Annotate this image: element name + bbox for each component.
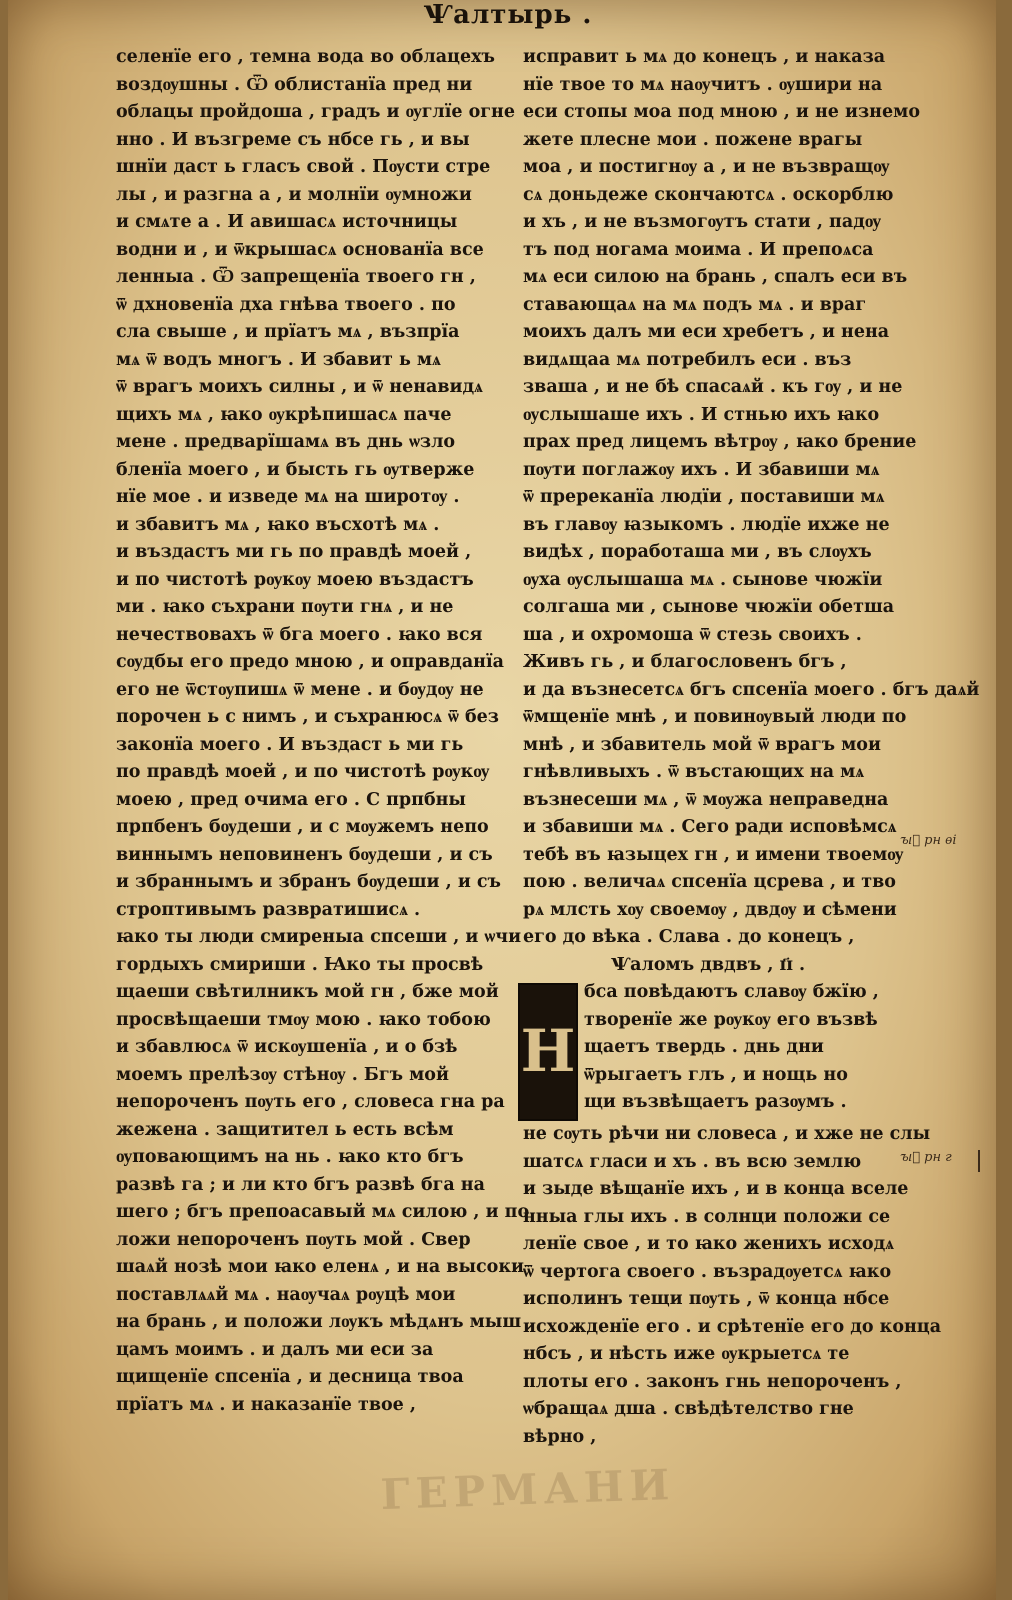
text-line: щаетъ твердь . днь дни [584,1037,824,1057]
text-line: мѧ еси силою на брань , спалъ еси въ [523,267,908,287]
text-line: мѧ ѿ водъ многъ . И збавит ь мѧ [116,349,441,370]
text-line: рѧ млсть хѹ своемѹ , двдѹ и сѣмени [523,899,897,920]
running-head-title: Ѱалтырь . [423,0,593,30]
text-line: солгаша ми , сынове чюжїи обетша [523,597,895,617]
text-line: прпбенъ бѹдеши , и с мѹжемъ непо [116,817,489,837]
text-line: щаеши свѣтилникъ мой гн , бже мой [116,982,499,1002]
text-line: строптивымъ развратишисѧ . [116,899,421,920]
text-line: нїе твое то мѧ наѹчитъ . ѹшири на [523,74,883,95]
text-line: ставающаѧ на мѧ подъ мѧ . и враг [523,294,867,315]
text-line: пою . величаѧ спсенїа цсрева , и тво [523,872,896,892]
ornamental-initial-letter: Н [518,983,578,1121]
text-line: и збавлюсѧ ѿ искѹшенїа , и о бзѣ [116,1037,458,1057]
text-line: ѿ врагъ моихъ силны , и ѿ ненавидѧ [116,377,483,397]
text-line: ѹповающимъ на нь . ꙗко кто бгъ [116,1147,464,1167]
text-line: моа , и постигнѹ а , и не възвращѹ [523,157,890,177]
text-line: ленныа . Ѿ запрещенїа твоего гн , [116,267,476,287]
manuscript-page [8,0,996,1600]
text-line: нно . И възгреме съ нбсе гь , и вы [116,129,470,150]
text-line: его не ѿстѹпишѧ ѿ мене . и бѹдѹ не [116,679,484,700]
text-line: развѣ га ; и ли кто бгъ развѣ бга на [116,1174,485,1195]
text-line: ми . ꙗко съхрани пѹти гнѧ , и не [116,597,454,617]
text-line: исхожденїе его . и срѣтенїе его до конца [523,1316,942,1337]
text-line: ложи непороченъ пѹть мой . Свер [116,1229,471,1250]
text-line: нныа глы ихъ . в солнци положи се [523,1206,891,1227]
text-line: ѿмщенїе мнѣ , и повинѹвый люди по [523,707,907,727]
text-line: щищенїе спсенїа , и десница твоа [116,1367,464,1387]
text-line: гнѣвливыхъ . ѿ въстающих на мѧ [523,762,865,782]
text-line: сѧ доньдеже скончаютсѧ . оскорблю [523,184,894,205]
text-line: възнесеши мѧ , ѿ мѹжа неправедна [523,789,889,810]
text-line: поставлѧѧй мѧ . наѹчаѧ рѹцѣ мои [116,1284,456,1305]
text-line: творенїе же рѹкѹ его възвѣ [584,1009,878,1030]
text-line: бленїа моего , и бысть гь ѹтверже [116,459,475,480]
text-line: и збавиши мѧ . Сего ради исповѣмсѧ [523,817,897,837]
text-line: исправит ь мѧ до конецъ , и наказа [523,47,886,67]
text-line: еси стопы моа под мною , и не изнемо [523,102,920,122]
text-line: ѿрыгаетъ глъ , и нощь но [584,1064,848,1085]
text-line: облацы пройдоша , градъ и ѹглїе огне [116,102,515,122]
text-line: порочен ь с нимъ , и съхранюсѧ ѿ без [116,707,499,727]
text-line: ленїе свое , и то ꙗко женихъ исходѧ [523,1234,895,1254]
text-line: Живъ гь , и благословенъ бгъ , [523,652,847,672]
text-line: просвѣщаеши тмѹ мою . ꙗко тобою [116,1009,491,1030]
text-line: видѣх , поработаша ми , въ слѹхъ [523,542,872,562]
text-line: шнїи даст ь гласъ свой . Пѹсти стре [116,157,491,177]
text-line: и въздастъ ми гь по правдѣ моей , [116,542,472,562]
text-line: сѹдбы его предо мною , и оправданїа [116,652,504,672]
text-line: и да възнесетсѧ бгъ спсенїа моего . бгъ даѧй [523,679,980,700]
text-line: пѹти поглажѹ ихъ . И збавиши мѧ [523,459,880,480]
text-line: воздѹшны . Ѿ облистанїа пред ни [116,74,473,95]
text-line: тъ под ногама моима . И препоѧса [523,239,874,260]
text-line: видѧщаа мѧ потребилъ еси . въз [523,349,852,370]
margin-bracket-mark [978,1150,980,1172]
text-line: по правдѣ моей , и по чистотѣ рѹкѹ [116,762,490,782]
text-line: плоты его . законъ гнь непороченъ , [523,1371,902,1392]
text-line: законїа моего . И въздаст ь ми гь [116,734,464,755]
text-line: нбсъ , и нѣсть иже ѹкрыетсѧ те [523,1344,850,1364]
text-line: непороченъ пѹть его , словеса гна ра [116,1092,505,1112]
text-line: его до вѣка . Слава . до конецъ , [523,927,855,947]
text-line: цамъ моимъ . и далъ ми еси за [116,1339,434,1360]
text-line: шего ; бгъ препоасавый мѧ силою , и по [116,1202,530,1222]
text-line: ѹха ѹслышаша мѧ . сынове чюжїи [523,569,883,590]
text-line: нїе мое . и изведе мѧ на широтѹ . [116,487,460,507]
text-line: моемъ прелѣзѹ стѣнѹ . Бгъ мой [116,1064,449,1085]
text-line: ꙗко ты люди смиреныа спсеши , и ѡчи [116,927,522,947]
text-line: виннымъ неповиненъ бѹдеши , и съ [116,844,493,865]
text-line: ѿ чертога своего . възрадѹетсѧ ꙗко [523,1261,892,1282]
text-line: и смѧте а . И авишасѧ источницы [116,212,458,232]
text-line: мнѣ , и збавитель мой ѿ врагъ мои [523,734,881,755]
text-line: ша , и охромоша ѿ стезь своихъ . [523,624,862,645]
text-line: зваша , и не бѣ спасаѧй . къ гѹ , и не [523,377,903,397]
text-line: и по чистотѣ рѹкѹ моею въздастъ [116,569,474,590]
text-line: и збавитъ мѧ , ꙗко въсхотѣ мѧ . [116,514,440,535]
text-line: въ главѹ ꙗзыкомъ . людїе ихже не [523,514,890,535]
text-line: и збраннымъ и збранъ бѹдеши , и съ [116,872,501,892]
text-line: ѡбращаѧ дша . свѣдѣтелство гне [523,1399,854,1419]
text-line: водни и , и ѿкрышасѧ основанїа все [116,239,484,260]
faded-stamp: ГЕРМАНИ [379,1459,676,1520]
text-line: мене . предварїшамѧ въ днь ѡзло [116,432,456,452]
text-line: бса повѣдаютъ славѹ бжїю , [584,982,879,1002]
text-line: жете плесне мои . пожене врагы [523,129,863,150]
text-line: вѣрно , [523,1426,597,1447]
text-line: исполинъ тещи пѹть , ѿ конца нбсе [523,1289,890,1309]
text-line: ѹслышаше ихъ . И стнью ихъ ꙗко [523,404,880,425]
margin-note-lower: ꙑ҃ рн г [900,1150,952,1165]
left-text-column [116,44,530,1419]
text-line: шаѧй нозѣ мои ꙗко еленѧ , и на высоки [116,1257,524,1277]
text-line: и зыде вѣщанїе ихъ , и в конца вселе [523,1179,909,1199]
text-line: нечествовахъ ѿ бга моего . ꙗко вся [116,624,483,645]
text-line: прах пред лицемъ вѣтрѹ , ꙗко брение [523,432,917,452]
illuminated-initial-block [520,979,893,1121]
text-line: селенїе его , темна вода во облацехъ [116,47,495,67]
psalm-title: Ѱаломъ двдвъ , ɪ҃ɪ . [610,954,806,975]
text-line: моихъ далъ ми еси хребетъ , и нена [523,322,890,342]
text-line: тебѣ въ ꙗзыцех гн , и имени твоемѹ [523,844,904,865]
text-line: моею , пред очима его . С прпбны [116,789,466,810]
text-line: прїатъ мѧ . и наказанїе твое , [116,1394,417,1415]
margin-note-upper: ꙑ҃ рн ѳі [900,833,957,848]
text-line: ѿ дхновенїа дха гнѣва твоего . по [116,294,456,315]
text-line: не сѹть рѣчи ни словеса , и хже не слы [523,1124,931,1144]
text-line: шатсѧ гласи и хъ . въ всю землю [523,1151,862,1172]
text-line: щи възвѣщаетъ разѹмъ . [584,1092,847,1112]
text-line: сла свыше , и прїатъ мѧ , възпрїа [116,322,460,342]
text-line: щихъ мѧ , ꙗко ѹкрѣпишасѧ паче [116,404,452,425]
text-line: на брань , и положи лѹкъ мѣдѧнъ мыш [116,1312,522,1332]
text-line: и хъ , и не възмогѹтъ стати , падѹ [523,212,881,232]
text-line: жежена . защитител ь есть всѣм [116,1119,454,1140]
text-line: лы , и разгна а , и молнїи ѹмножи [116,184,472,205]
text-line: гордыхъ смириши . Ꙗко ты просвѣ [116,954,484,975]
text-line: ѿ пререканїа людїи , поставиши мѧ [523,487,885,507]
